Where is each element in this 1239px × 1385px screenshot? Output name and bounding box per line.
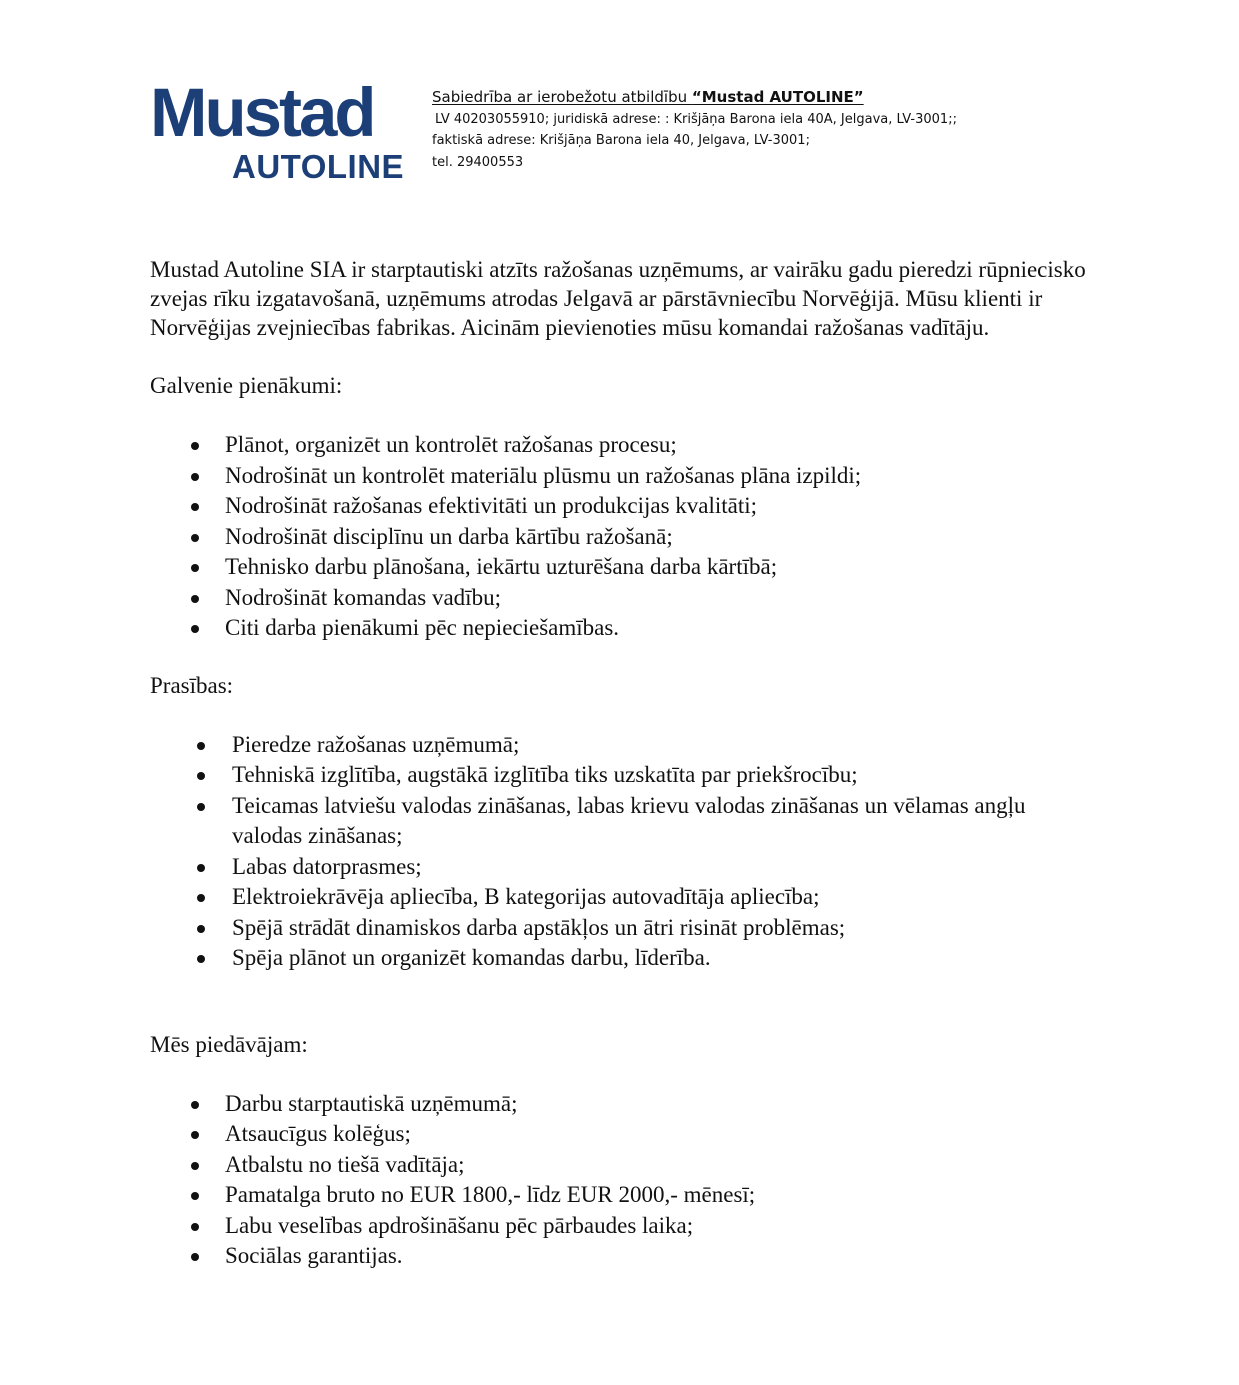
requirements-list: [150, 730, 1110, 974]
company-registration: LV 40203055910; juridiskā adrese: : Krišjāņa Barona iela 40A, Jelgava, LV-3001;;: [435, 111, 957, 127]
company-name-bold: “Mustad AUTOLINE”: [691, 88, 864, 106]
requirements-title: Prasības:: [150, 672, 234, 698]
offers-title: Mēs piedāvājam:: [150, 1031, 308, 1057]
list-item: Tehnisko darbu plānošana, iekārtu uzturēšana darba kārtībā;: [150, 552, 1110, 583]
logo-mustad-text: Mustad: [150, 74, 374, 151]
list-item: Nodrošināt disciplīnu un darba kārtību ražošanā;: [150, 522, 1110, 553]
list-item: Citi darba pienākumi pēc nepieciešamības.: [150, 613, 1110, 644]
list-item: Sociālas garantijas.: [150, 1241, 1110, 1272]
company-actual-address: faktiskā adrese: Krišjāņa Barona iela 40, Jelgava, LV-3001;: [432, 133, 810, 148]
list-item: Labas datorprasmes;: [150, 852, 1110, 883]
list-item: Nodrošināt un kontrolēt materiālu plūsmu un ražošanas plāna izpildi;: [150, 461, 1110, 492]
list-item: Elektroiekrāvēja apliecība, B kategorijas autovadītāja apliecība;: [150, 882, 1110, 913]
list-item: Labu veselības apdrošināšanu pēc pārbaudes laika;: [150, 1211, 1110, 1242]
company-logo: [150, 74, 414, 188]
intro-paragraph: Mustad Autoline SIA ir starptautiski atzīts ražošanas uzņēmums, ar vairāku gadu pieredzi rūpniecisko zvejas rīku izgatavošanā, uzņēmums atrodas Jelgavā ar pārstāvniecību Norvēģijā. Mūsu klienti ir Norvēģijas zvejniecības fabrikas. Aicinām pievienoties mūsu komandai ražošanas vadītāju.: [150, 257, 1086, 340]
list-item: Pieredze ražošanas uzņēmumā;: [150, 730, 1110, 761]
company-name-prefix: Sabiedrība ar ierobežotu atbildību: [432, 88, 692, 106]
list-item: Nodrošināt komandas vadību;: [150, 583, 1110, 614]
company-info: [432, 87, 957, 173]
company-phone: tel. 29400553: [432, 154, 524, 170]
list-item: Spēja plānot un organizēt komandas darbu, līderība.: [150, 943, 1110, 974]
company-name: [432, 87, 957, 109]
duties-list: [150, 430, 1110, 644]
list-item: Spējā strādāt dinamiskos darba apstākļos un ātri risināt problēmas;: [150, 913, 1110, 944]
offers-list: [150, 1089, 1110, 1272]
list-item: Teicamas latviešu valodas zināšanas, labas krievu valodas zināšanas un vēlamas angļu valodas zināšanas;: [150, 791, 1110, 852]
list-item: Atsaucīgus kolēģus;: [150, 1119, 1110, 1150]
job-description: [150, 255, 1110, 1272]
list-item: Darbu starptautiskā uzņēmumā;: [150, 1089, 1110, 1120]
list-item: Atbalstu no tiešā vadītāja;: [150, 1150, 1110, 1181]
list-item: Plānot, organizēt un kontrolēt ražošanas procesu;: [150, 430, 1110, 461]
list-item: Tehniskā izglītība, augstākā izglītība tiks uzskatīta par priekšrocību;: [150, 760, 1110, 791]
list-item: Pamatalga bruto no EUR 1800,- līdz EUR 2000,- mēnesī;: [150, 1180, 1110, 1211]
duties-title: Galvenie pienākumi:: [150, 373, 343, 398]
logo-autoline-text: AUTOLINE: [232, 148, 405, 185]
list-item: Nodrošināt ražošanas efektivitāti un produkcijas kvalitāti;: [150, 491, 1110, 522]
